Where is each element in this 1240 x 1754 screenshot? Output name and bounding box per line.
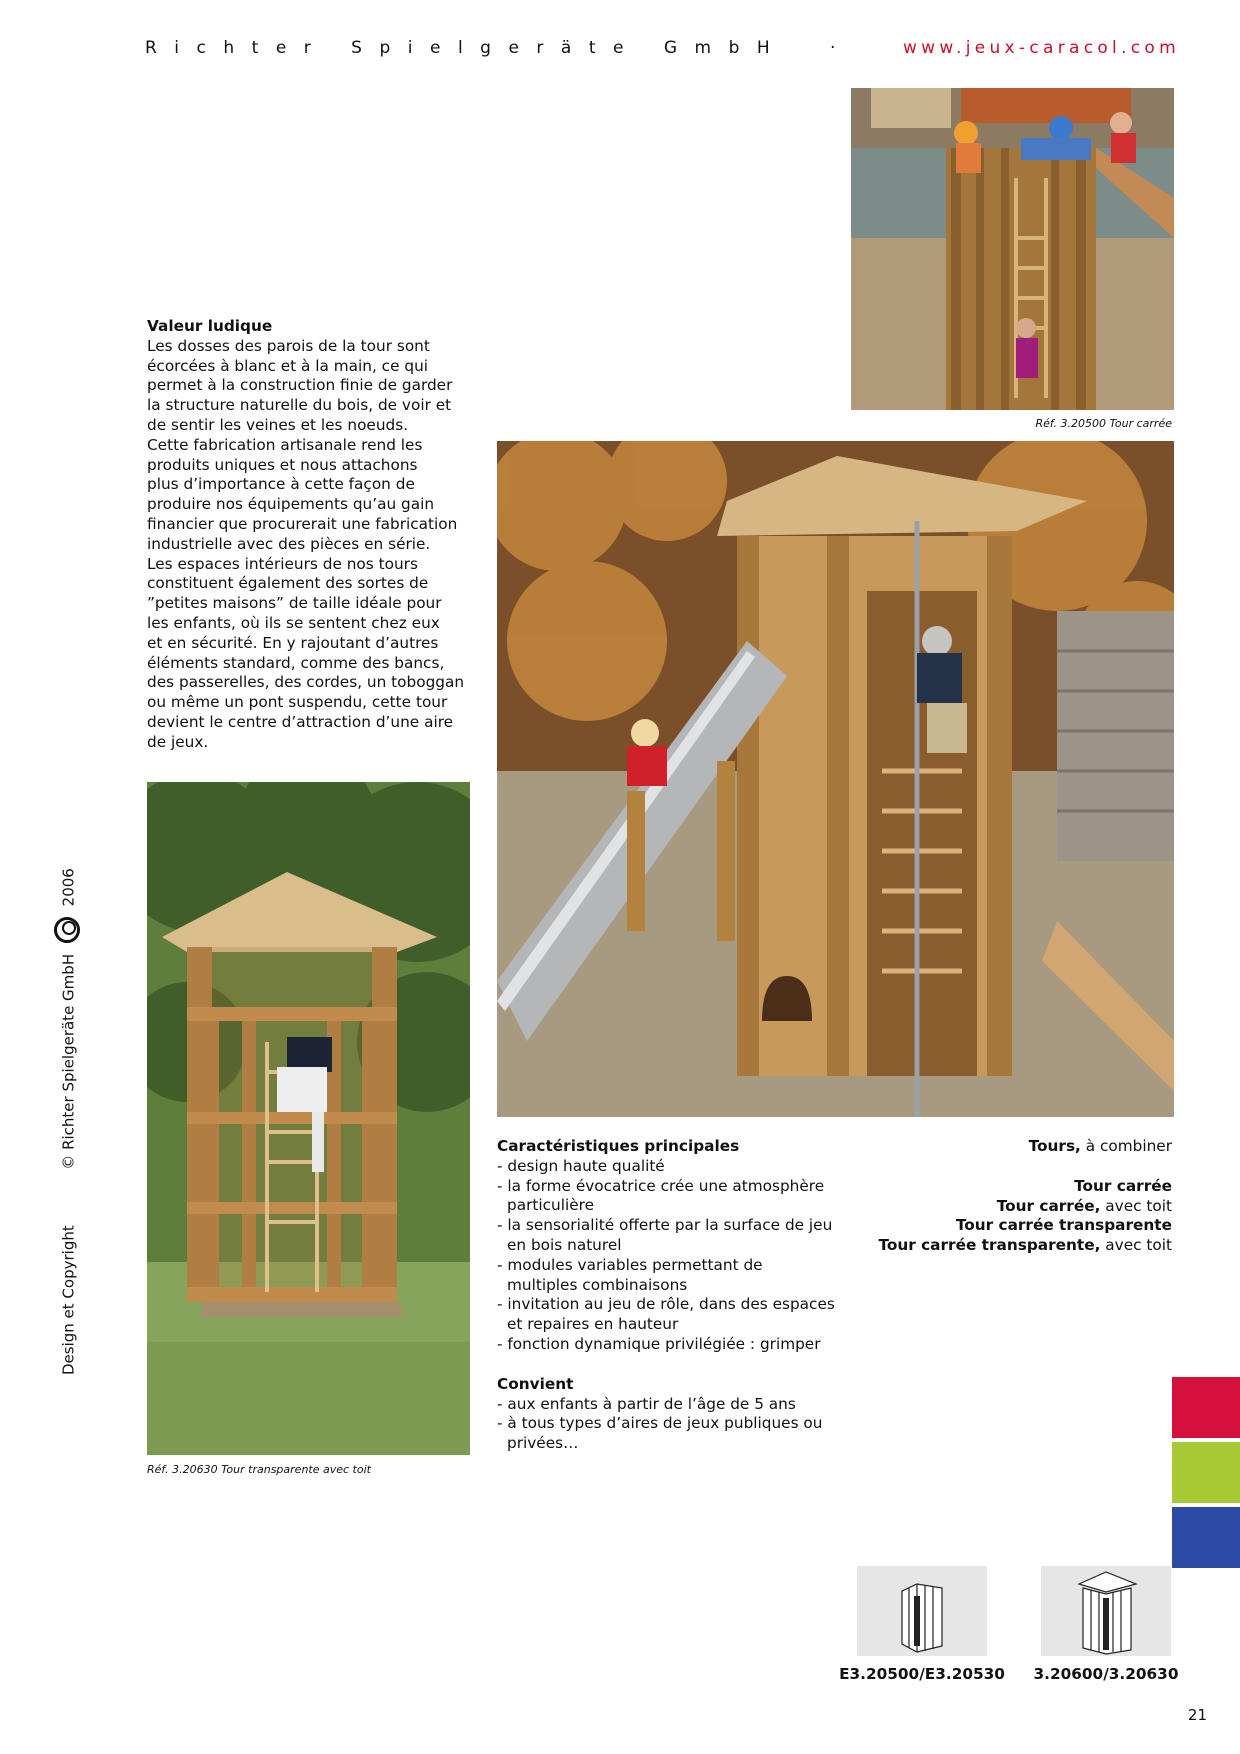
section-tab-blue[interactable] [1172, 1507, 1240, 1568]
photo-tower-with-slide [497, 441, 1174, 1117]
feature-item: - fonction dynamique privilégiée : grimper [497, 1335, 837, 1355]
feature-item: - modules variables permettant de multiples combinaisons [497, 1256, 837, 1296]
product-category: Tours, à combiner [1028, 1137, 1172, 1155]
intro-heading: Valeur ludique [147, 317, 273, 335]
suitable-list [497, 1395, 837, 1454]
roofed-tower-icon [1041, 1566, 1171, 1656]
open-tower-icon [857, 1566, 987, 1656]
page-header [145, 38, 1180, 62]
photo-square-tower-children [851, 88, 1174, 410]
caption-transparent-tower: Réf. 3.20630 Tour transparente avec toit [147, 1463, 371, 1476]
caption-square-tower: Réf. 3.20500 Tour carrée [1035, 417, 1172, 430]
features-section [497, 1137, 837, 1454]
company-name: Richter Spielgeräte GmbH [145, 38, 788, 58]
caracol-logo-icon [54, 917, 80, 943]
copyright-year: 2006 [59, 868, 78, 907]
product-code-2: 3.20600/3.20630 [1033, 1665, 1179, 1683]
product-code-1: E3.20500/E3.20530 [839, 1665, 1005, 1683]
page-number: 21 [1187, 1706, 1207, 1724]
features-list [497, 1157, 837, 1355]
product-list [812, 1137, 1172, 1256]
intro-body: Les dosses des parois de la tour sont écorcées à blanc et à la main, ce qui permet à la construction finie de garder la structure naturelle du bois, de voir et de sentir les veines et les noeuds. Cette fabrication artisanale rend les produits uniques et nous attachons plus d’importance à cette façon de produire nos équipements qu’au gain financier que procurerait une fabrication industrielle avec des pièces en série. Les espaces intérieurs de nos tours constituent également des sortes de ”petites maisons” de taille idéale pour les enfants, où ils se sentent chez eux et en sécurité. En y rajoutant d’autres éléments standard, comme des bancs, des passerelles, des cordes, un toboggan ou même un pont suspendu, cette tour devient le centre d’attraction d’une aire de jeux. [147, 336, 465, 751]
product-tour-transparente-toit: Tour carrée transparente, avec toit [878, 1236, 1172, 1255]
copyright-sidebar [56, 815, 82, 1375]
product-tour-transparente: Tour carrée transparente [955, 1216, 1172, 1235]
feature-item: - la sensorialité offerte par la surface de jeu en bois naturel [497, 1216, 837, 1256]
copyright-company: Richter Spielgeräte GmbH [59, 953, 78, 1150]
section-tab-red[interactable] [1172, 1377, 1240, 1438]
suitable-item: - aux enfants à partir de l’âge de 5 ans [497, 1395, 837, 1415]
copyright-symbol: © [59, 1154, 78, 1170]
product-tour-carree-toit: Tour carrée, avec toit [996, 1196, 1172, 1215]
section-tab-green[interactable] [1172, 1442, 1240, 1503]
suitable-heading: Convient [497, 1374, 574, 1393]
website-url[interactable]: www.jeux-caracol.com [902, 38, 1180, 58]
product-tour-carree: Tour carrée [1074, 1176, 1172, 1195]
feature-item: - la forme évocatrice crée une atmosphère particulière [497, 1177, 837, 1217]
design-copyright-label: Design et Copyright [59, 1225, 78, 1375]
feature-item: - design haute qualité [497, 1157, 837, 1177]
photo-transparent-tower [147, 782, 470, 1455]
intro-section [147, 317, 467, 753]
header-separator: · [830, 38, 836, 58]
feature-item: - invitation au jeu de rôle, dans des espaces et repaires en hauteur [497, 1295, 837, 1335]
suitable-item: - à tous types d’aires de jeux publiques ou privées… [497, 1414, 837, 1454]
features-heading: Caractéristiques principales [497, 1137, 740, 1155]
